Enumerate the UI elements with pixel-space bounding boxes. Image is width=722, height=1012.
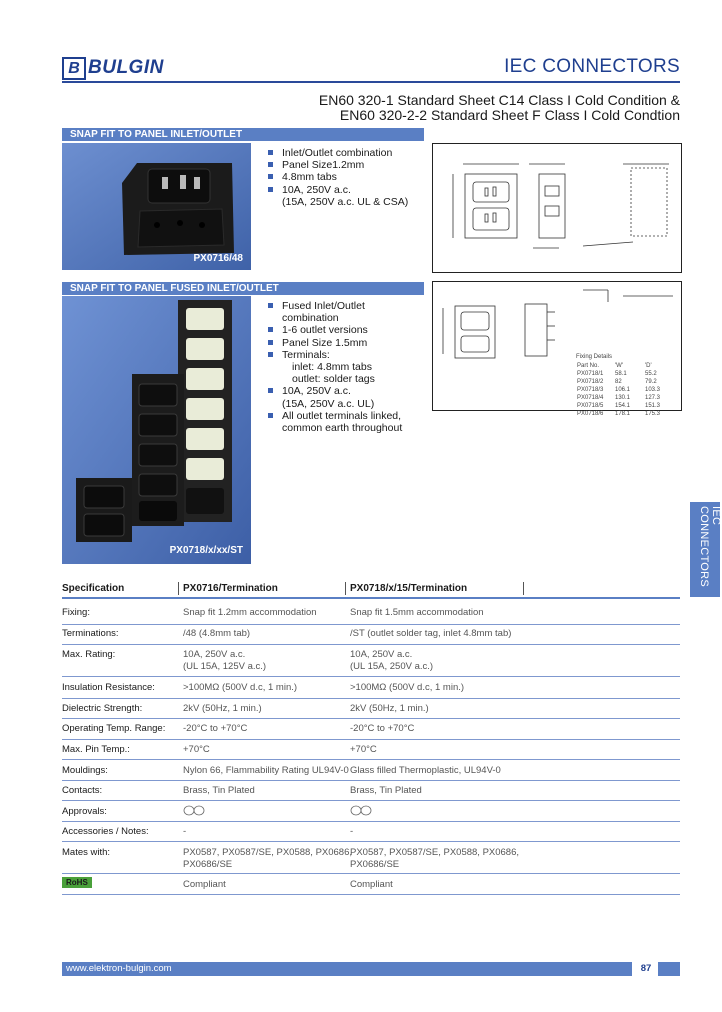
section-2-features: [266, 300, 431, 434]
table-row: [576, 410, 674, 418]
table-header-cell: 'W': [615, 363, 623, 369]
ul-approval-icon: [183, 805, 205, 819]
standard-line-1: EN60 320-1 Standard Sheet C14 Class I Cold Condition &: [318, 92, 680, 108]
row-divider: [62, 739, 680, 740]
px0716-photo-label: PX0716/48: [193, 253, 243, 264]
px0716-product-photo: [62, 143, 251, 270]
bulgin-logo: [62, 57, 164, 79]
table-cell: 103.3: [645, 387, 661, 393]
spec-value-px0716: >100MΩ (500V d.c, 1 min.): [183, 682, 298, 693]
section-2-title-bar: SNAP FIT TO PANEL FUSED INLET/OUTLET: [62, 282, 424, 295]
column-divider: [523, 582, 524, 595]
feature-item: 1-6 outlet versions: [266, 324, 431, 336]
spec-value-px0716: +70°C: [183, 744, 210, 755]
spec-row-contacts: [62, 782, 680, 802]
spec-value-px0716: 2kV (50Hz, 1 min.): [183, 703, 262, 714]
spec-value-px0718: Snap fit 1.5mm accommodation: [350, 607, 484, 618]
feature-item: outlet: solder tags: [292, 373, 375, 386]
table-cell: PX0718/5: [577, 403, 604, 409]
feature-item: (15A, 250V a.c. UL & CSA): [282, 195, 409, 208]
spec-value-px0716: PX0686/SE: [183, 859, 233, 870]
spec-label: Contacts:: [62, 785, 103, 796]
table-row: [576, 402, 674, 410]
spec-row-operating-temp: [62, 720, 680, 740]
row-divider: [62, 841, 680, 842]
spec-header-px0716: PX0716/Termination: [183, 583, 278, 594]
spec-label: Mouldings:: [62, 765, 108, 776]
page-category-title: IEC CONNECTORS: [504, 56, 680, 77]
px0716-dimension-drawing: [432, 143, 682, 273]
header-rule: [62, 81, 680, 83]
table-row: [576, 378, 674, 386]
table-cell: PX0718/4: [577, 395, 604, 401]
feature-item: combination: [282, 312, 339, 325]
table-cell: PX0718/3: [577, 387, 604, 393]
spec-row-rohs: [62, 876, 680, 896]
spec-header-rule: [62, 597, 680, 599]
side-tab-label: IEC CONNECTORS: [698, 506, 722, 588]
row-divider: [62, 894, 680, 895]
table-cell: 79.2: [645, 379, 657, 385]
feature-item: Inlet/Outlet combination: [266, 147, 426, 159]
table-cell: PX0718/2: [577, 379, 604, 385]
feature-item: Panel Size1.2mm: [266, 159, 426, 171]
spec-value-px0716: Compliant: [183, 879, 226, 890]
spec-row-max-rating-ul: [62, 658, 680, 678]
feature-item: All outlet terminals linked,: [266, 410, 431, 422]
spec-header-px0718: PX0718/x/15/Termination: [350, 583, 468, 594]
table-cell: PX0718/6: [577, 411, 604, 417]
table-cell: 106.1: [615, 387, 631, 393]
spec-row-fixing: [62, 604, 680, 624]
spec-value-px0718: -: [350, 826, 354, 837]
page-number: 87: [640, 963, 652, 974]
column-divider: [345, 582, 346, 595]
section-1-title-bar: SNAP FIT TO PANEL INLET/OUTLET: [62, 128, 424, 141]
spec-value-px0716: 10A, 250V a.c.: [183, 649, 246, 660]
spec-label: Terminations:: [62, 628, 119, 639]
px0716-drawing-svg: [433, 144, 681, 272]
spec-value-px0718: PX0587, PX0587/SE, PX0588, PX0686,: [350, 847, 520, 858]
footer-website-link[interactable]: www.elektron-bulgin.com: [66, 963, 172, 974]
spec-row-terminations: [62, 625, 680, 645]
spec-row-mouldings: [62, 762, 680, 782]
spec-value-px0716: (UL 15A, 125V a.c.): [183, 661, 267, 672]
spec-label: Max. Rating:: [62, 649, 116, 660]
spec-value-px0718: PX0686/SE: [350, 859, 400, 870]
table-cell: 55.2: [645, 371, 657, 377]
spec-label: Accessories / Notes:: [62, 826, 149, 837]
feature-item: 10A, 250V a.c.: [266, 184, 426, 196]
row-divider: [62, 759, 680, 760]
table-cell: 151.3: [645, 403, 661, 409]
spec-value-px0716: Snap fit 1.2mm accommodation: [183, 607, 317, 618]
fixing-details-title: Fixing Details: [576, 354, 613, 360]
px0718-product-photo: [62, 296, 251, 564]
footer-bar-end: [658, 962, 680, 976]
brand-name: BULGIN: [88, 57, 164, 78]
table-cell: 154.1: [615, 403, 631, 409]
spec-label: Approvals:: [62, 806, 107, 817]
px0716-connector-illustration: [62, 143, 251, 270]
spec-label: Dielectric Strength:: [62, 703, 143, 714]
spec-value-px0716: -20°C to +70°C: [183, 723, 248, 734]
spec-row-insulation: [62, 679, 680, 699]
spec-value-px0718: +70°C: [350, 744, 377, 755]
row-divider: [62, 800, 680, 801]
feature-item: 10A, 250V a.c.: [266, 385, 431, 397]
row-divider: [62, 873, 680, 874]
spec-value-px0718: 2kV (50Hz, 1 min.): [350, 703, 429, 714]
table-cell: 178.1: [615, 411, 631, 417]
spec-value-px0718: Brass, Tin Plated: [350, 785, 422, 796]
column-divider: [178, 582, 179, 595]
row-divider: [62, 821, 680, 822]
px0718-drawing-svg: [433, 282, 681, 354]
spec-label: Max. Pin Temp.:: [62, 744, 130, 755]
spec-value-px0718: /ST (outlet solder tag, inlet 4.8mm tab): [350, 628, 512, 639]
feature-item: 4.8mm tabs: [266, 171, 426, 183]
row-divider: [62, 698, 680, 699]
spec-row-accessories: [62, 823, 680, 843]
spec-row-dielectric: [62, 700, 680, 720]
logo-mark: B: [62, 57, 86, 80]
spec-value-px0718: Glass filled Thermoplastic, UL94V-0: [350, 765, 501, 776]
table-header-cell: 'D': [645, 363, 652, 369]
spec-value-px0718: (UL 15A, 250V a.c.): [350, 661, 434, 672]
table-cell: 82: [615, 379, 622, 385]
spec-label: Insulation Resistance:: [62, 682, 155, 693]
spec-row-approvals: [62, 803, 680, 823]
table-cell: 175.3: [645, 411, 661, 417]
spec-value-px0716: /48 (4.8mm tab): [183, 628, 251, 639]
spec-value-px0718: 10A, 250V a.c.: [350, 649, 413, 660]
spec-value-px0716: Nylon 66, Flammability Rating UL94V-0: [183, 765, 349, 776]
table-cell: 130.1: [615, 395, 631, 401]
row-divider: [62, 676, 680, 677]
standard-line-2: EN60 320-2-2 Standard Sheet F Class I Cold Condtion: [339, 107, 680, 123]
px0718-photo-label: PX0718/x/xx/ST: [169, 545, 243, 556]
fixing-details-table: [576, 362, 674, 418]
feature-item: Terminals:: [266, 349, 431, 361]
table-cell: 127.3: [645, 395, 661, 401]
spec-label: Mates with:: [62, 847, 111, 858]
spec-value-px0716: Brass, Tin Plated: [183, 785, 255, 796]
spec-value-px0718: >100MΩ (500V d.c, 1 min.): [350, 682, 465, 693]
rohs-badge: RoHS: [62, 877, 92, 888]
table-header-cell: Part No.: [577, 363, 600, 369]
table-row: [576, 370, 674, 378]
row-divider: [62, 718, 680, 719]
table-row: [576, 362, 674, 370]
feature-item: inlet: 4.8mm tabs: [292, 361, 372, 374]
feature-item: (15A, 250V a.c. UL): [282, 397, 375, 410]
table-cell: 58.1: [615, 371, 627, 377]
row-divider: [62, 780, 680, 781]
feature-item: Fused Inlet/Outlet: [266, 300, 431, 312]
section-1-features: [266, 147, 426, 208]
table-cell: PX0718/1: [577, 371, 604, 377]
spec-value-px0718: -20°C to +70°C: [350, 723, 415, 734]
feature-item: Panel Size 1.5mm: [266, 337, 431, 349]
spec-value-px0718: Compliant: [350, 879, 393, 890]
feature-item: common earth throughout: [282, 422, 403, 435]
spec-label: Fixing:: [62, 607, 90, 618]
spec-label: Operating Temp. Range:: [62, 723, 166, 734]
table-row: [576, 394, 674, 402]
side-category-tab: [690, 502, 720, 597]
spec-row-max-pin-temp: [62, 741, 680, 761]
row-divider: [62, 644, 680, 645]
spec-header-specification: Specification: [62, 583, 125, 594]
spec-value-px0716: PX0587, PX0587/SE, PX0588, PX0686,: [183, 847, 353, 858]
spec-value-px0716: -: [183, 826, 187, 837]
px0718-dimension-drawing: [432, 281, 682, 417]
table-row: [576, 386, 674, 394]
px0718-connector-illustration: [62, 296, 251, 564]
ul-approval-icon: [350, 805, 372, 819]
